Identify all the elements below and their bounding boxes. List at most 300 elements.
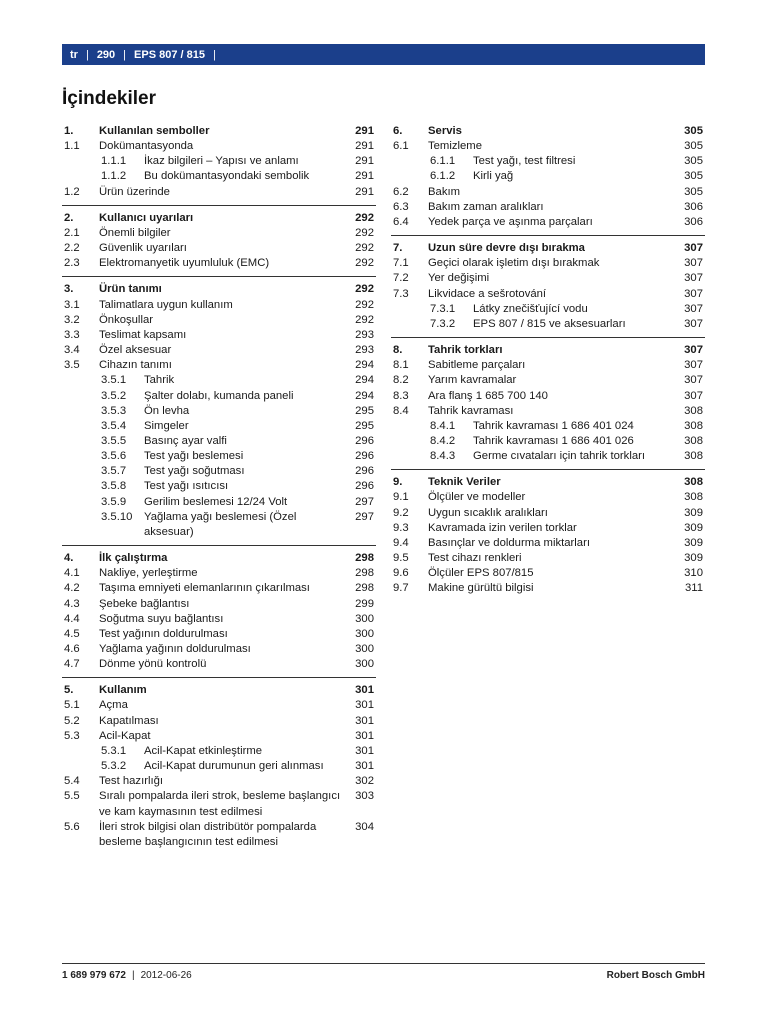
toc-entry-page: 309 — [684, 552, 703, 565]
toc-entry-number: 7.1 — [393, 257, 409, 270]
toc-entry[interactable] — [62, 479, 376, 494]
toc-entry[interactable] — [62, 729, 376, 744]
toc-entry[interactable] — [391, 256, 705, 271]
toc-entry[interactable] — [62, 419, 376, 434]
toc-entry-number: 1.1 — [64, 140, 80, 153]
toc-entry-page: 296 — [355, 434, 374, 447]
toc-entry-page: 310 — [684, 567, 703, 580]
toc-entry-title: Test yağı, test filtresi — [473, 155, 576, 168]
toc-entry-page: 300 — [355, 643, 374, 655]
toc-entry-number: 8.3 — [393, 389, 409, 402]
toc-entry-page: 294 — [355, 389, 374, 402]
toc-entry[interactable] — [391, 551, 705, 566]
toc-entry-number: 5. — [64, 684, 74, 697]
toc-entry-title: Tahrik kavraması — [428, 404, 514, 417]
toc-entry[interactable] — [62, 759, 376, 774]
toc-entry-page: 308 — [684, 450, 703, 463]
footer-company: Robert Bosch GmbH — [606, 970, 705, 981]
toc-section — [391, 475, 705, 601]
toc-entry-number: 6.3 — [393, 200, 409, 213]
toc-entry-number: 4.2 — [64, 582, 80, 595]
toc-section — [62, 551, 376, 678]
toc-entry[interactable] — [62, 298, 376, 313]
toc-entry-number: 6.1 — [393, 140, 409, 153]
toc-entry-title: Ön levha — [144, 404, 190, 417]
toc-entry-title: Test yağı ısıtıcısı — [144, 480, 229, 493]
toc-entry[interactable] — [391, 139, 705, 154]
toc-entry[interactable] — [391, 389, 705, 404]
toc-entry[interactable] — [391, 581, 705, 596]
toc-entry[interactable] — [62, 185, 376, 200]
toc-entry-page: 303 — [355, 790, 374, 803]
toc-entry[interactable] — [62, 124, 376, 139]
toc-entry-title: Yağlama yağının doldurulması — [99, 643, 251, 655]
toc-entry[interactable] — [391, 302, 705, 317]
toc-entry-title: İleri strok bilgisi olan distribütör pompalarda besleme başlangıcının test edilmesi — [99, 820, 317, 848]
toc-entry-number: 7.3.2 — [430, 317, 456, 330]
toc-entry[interactable] — [62, 642, 376, 657]
toc-entry-title: Tahrik kavraması 1 686 401 024 — [473, 419, 634, 432]
toc-entry-page: 295 — [355, 404, 374, 417]
toc-entry-number: 6.2 — [393, 185, 409, 198]
toc-entry-title: Elektromanyetik uyumluluk (EMC) — [99, 257, 270, 270]
toc-entry-number: 6. — [393, 125, 403, 137]
toc-entry-number: 2.3 — [64, 257, 80, 270]
toc-entry[interactable] — [62, 774, 376, 789]
toc-entry-page: 301 — [355, 684, 374, 697]
toc-entry-title: Acil-Kapat durumunun geri alınması — [144, 760, 324, 773]
toc-entry-page: 309 — [684, 506, 703, 519]
toc-entry[interactable] — [391, 449, 705, 464]
toc-entry-page: 305 — [684, 125, 703, 137]
toc-entry[interactable] — [391, 287, 705, 302]
toc-entry-page: 307 — [684, 317, 703, 330]
toc-entry-page: 308 — [684, 476, 703, 489]
toc-entry[interactable] — [62, 597, 376, 612]
toc-entry-number: 7.2 — [393, 272, 409, 285]
toc-entry-title: Acil-Kapat — [99, 729, 151, 742]
toc-entry[interactable] — [62, 566, 376, 581]
toc-entry[interactable] — [62, 434, 376, 449]
toc-entry[interactable] — [62, 657, 376, 672]
header-lang: tr — [70, 48, 78, 61]
footer-separator: | — [131, 970, 135, 981]
toc-entry-title: Uygun sıcaklık aralıkları — [428, 506, 548, 519]
toc-entry-title: Geçici olarak işletim dışı bırakmak — [428, 257, 600, 270]
toc-entry-number: 3. — [64, 283, 74, 296]
toc-entry-title: Kullanım — [99, 684, 147, 697]
toc-entry[interactable] — [62, 744, 376, 759]
toc-entry-number: 9.7 — [393, 582, 409, 595]
toc-entry-title: Özel aksesuar — [99, 344, 172, 357]
toc-entry-number: 2.1 — [64, 226, 80, 239]
toc-entry-number: 1.1.1 — [101, 155, 127, 168]
toc-entry-page: 305 — [684, 155, 703, 168]
toc-entry-number: 8.1 — [393, 359, 409, 372]
toc-entry-title: Sabitleme parçaları — [428, 359, 526, 372]
toc-entry-title: Dönme yönü kontrolü — [99, 658, 207, 671]
toc-entry-number: 4.4 — [64, 612, 80, 625]
toc-entry[interactable] — [62, 464, 376, 479]
toc-entry-title: Likvidace a sešrotování — [428, 287, 547, 300]
toc-entry-title: Dokümantasyonda — [99, 140, 194, 153]
toc-entry-title: Gerilim beslemesi 12/24 Volt — [144, 495, 288, 508]
toc-entry[interactable] — [391, 169, 705, 184]
toc-entry[interactable] — [62, 683, 376, 698]
footer — [62, 970, 705, 981]
toc-entry[interactable] — [391, 358, 705, 373]
toc-section — [391, 343, 705, 470]
toc-entry-page: 307 — [684, 374, 703, 387]
toc-entry-number: 7.3 — [393, 287, 409, 300]
toc-entry-number: 3.3 — [64, 328, 80, 341]
toc-entry-page: 292 — [355, 298, 374, 311]
toc-entry-number: 3.5.4 — [101, 419, 127, 432]
toc-entry-title: Sıralı pompalarda ileri strok, besleme başlangıcı ve kam kaymasının test edilmesi — [99, 790, 341, 818]
toc-entry-page: 296 — [355, 480, 374, 493]
toc-entry[interactable] — [62, 358, 376, 373]
toc-entry[interactable] — [391, 271, 705, 286]
toc-entry-page: 309 — [684, 536, 703, 549]
toc-section — [391, 241, 705, 338]
toc-entry-title: İlk çalıştırma — [99, 552, 168, 565]
toc-entry-page: 307 — [684, 272, 703, 285]
toc-entry-number: 8.4.2 — [430, 434, 456, 447]
toc-entry[interactable] — [62, 282, 376, 297]
toc-entry-title: Temizleme — [428, 140, 482, 153]
toc-entry-page: 307 — [684, 287, 703, 300]
toc-entry-page: 307 — [684, 389, 703, 402]
toc-entry-title: Kirli yağ — [473, 170, 514, 183]
toc-entry-number: 2.2 — [64, 242, 80, 255]
toc-entry-page: 292 — [355, 257, 374, 270]
toc-entry-page: 305 — [684, 170, 703, 183]
toc-entry-number: 5.4 — [64, 775, 80, 788]
toc-entry-page: 294 — [355, 359, 374, 372]
toc-entry-title: Tahrik torkları — [428, 344, 503, 357]
toc-entry-title: EPS 807 / 815 ve aksesuarları — [473, 317, 626, 330]
header-separator: | — [123, 48, 127, 61]
toc-entry-title: Test yağının doldurulması — [99, 627, 228, 640]
toc-entry-title: Kavramada izin verilen torklar — [428, 521, 577, 534]
toc-entry-number: 5.2 — [64, 714, 80, 727]
toc-entry[interactable] — [62, 612, 376, 627]
toc-entry-page: 300 — [355, 612, 374, 625]
toc-entry-title: Bakım zaman aralıkları — [428, 200, 544, 213]
toc-entry-title: Nakliye, yerleştirme — [99, 567, 198, 580]
toc-entry[interactable] — [391, 566, 705, 581]
toc-entry[interactable] — [62, 551, 376, 566]
toc-entry[interactable] — [62, 256, 376, 271]
header-bar — [62, 44, 705, 65]
toc-entry[interactable] — [62, 313, 376, 328]
toc-entry-title: Cihazın tanımı — [99, 359, 172, 372]
toc-entry-number: 5.6 — [64, 820, 80, 833]
toc-entry-page: 291 — [355, 140, 374, 153]
toc-entry-title: Bu dokümantasyondaki sembolik — [144, 170, 310, 183]
toc-entry-number: 8.4 — [393, 404, 409, 417]
toc-entry[interactable] — [62, 328, 376, 343]
toc-entry-page: 291 — [355, 170, 374, 183]
toc-entry-title: Test yağı beslemesi — [144, 450, 244, 463]
toc-entry-number: 4.7 — [64, 658, 80, 671]
toc-entry[interactable] — [62, 389, 376, 404]
toc-entry[interactable] — [62, 343, 376, 358]
toc-entry[interactable] — [62, 820, 376, 850]
toc-entry[interactable] — [62, 510, 376, 540]
toc-entry-title: Látky znečišťující vodu — [473, 302, 588, 315]
toc-entry-number: 9. — [393, 476, 403, 489]
toc-left-column — [62, 124, 376, 860]
toc-entry-number: 3.5.9 — [101, 495, 127, 508]
toc-entry[interactable] — [391, 434, 705, 449]
toc-entry-title: Güvenlik uyarıları — [99, 242, 187, 255]
toc-entry-title: Test yağı soğutması — [144, 465, 245, 478]
toc-entry-number: 8.2 — [393, 374, 409, 387]
toc-entry-page: 291 — [355, 125, 374, 137]
toc-entry-title: Şebeke bağlantısı — [99, 597, 190, 610]
toc-entry-number: 4. — [64, 552, 74, 565]
toc-entry-title: Test hazırlığı — [99, 775, 164, 788]
toc-entry-title: Kapatılması — [99, 714, 159, 727]
toc-entry-title: Yarım kavramalar — [428, 374, 517, 387]
toc-entry[interactable] — [391, 373, 705, 388]
toc-entry[interactable] — [62, 139, 376, 154]
toc-entry-number: 3.5.10 — [101, 510, 133, 523]
footer-divider — [62, 963, 705, 964]
toc-entry-number: 9.5 — [393, 552, 409, 565]
toc-entry[interactable] — [62, 404, 376, 419]
toc-section — [391, 124, 705, 236]
toc-entry-number: 5.3.2 — [101, 760, 127, 773]
toc-entry[interactable] — [391, 475, 705, 490]
toc-entry-title: Yağlama yağı beslemesi (Özel aksesuar) — [144, 510, 297, 538]
toc-entry-number: 6.4 — [393, 215, 409, 228]
toc-entry-page: 299 — [355, 597, 374, 610]
toc-entry-page: 298 — [355, 552, 374, 565]
toc-entry[interactable] — [62, 789, 376, 819]
toc-entry-page: 305 — [684, 185, 703, 198]
toc-entry[interactable] — [62, 627, 376, 642]
toc-entry-number: 5.3.1 — [101, 744, 127, 757]
toc-entry-title: Servis — [428, 125, 462, 137]
toc-entry[interactable] — [391, 536, 705, 551]
toc-entry-title: Acil-Kapat etkinleştirme — [144, 744, 263, 757]
toc-entry-number: 4.6 — [64, 643, 80, 655]
toc-entry-page: 297 — [355, 495, 374, 508]
toc-right-column — [391, 124, 705, 607]
toc-entry-title: Talimatlara uygun kullanım — [99, 298, 233, 311]
toc-entry[interactable] — [62, 373, 376, 388]
toc-entry-title: Germe cıvataları için tahrik torkları — [473, 450, 646, 463]
toc-entry[interactable] — [62, 698, 376, 713]
footer-doc-number: 1 689 979 672 — [62, 970, 126, 981]
toc-entry[interactable] — [62, 449, 376, 464]
toc-entry-page: 308 — [684, 404, 703, 417]
toc-entry-page: 307 — [684, 344, 703, 357]
toc-entry-page: 308 — [684, 434, 703, 447]
toc-entry[interactable] — [62, 714, 376, 729]
toc-entry-number: 4.5 — [64, 627, 80, 640]
toc-entry-number: 3.1 — [64, 298, 80, 311]
toc-entry[interactable] — [391, 215, 705, 230]
toc-entry-number: 4.3 — [64, 597, 80, 610]
toc-entry-page: 306 — [684, 215, 703, 228]
toc-entry-number: 8.4.3 — [430, 450, 456, 463]
toc-entry[interactable] — [391, 343, 705, 358]
toc-entry-page: 302 — [355, 775, 374, 788]
toc-entry-number: 6.1.1 — [430, 155, 456, 168]
toc-entry-title: Teslimat kapsamı — [99, 328, 187, 341]
toc-entry-page: 291 — [355, 155, 374, 168]
toc-entry-title: Test cihazı renkleri — [428, 552, 522, 565]
toc-entry-number: 1.2 — [64, 185, 80, 198]
toc-entry-page: 293 — [355, 328, 374, 341]
toc-entry-number: 9.6 — [393, 567, 409, 580]
toc-entry-number: 3.5 — [64, 359, 80, 372]
toc-section — [62, 211, 376, 278]
toc-entry-title: Ölçüler EPS 807/815 — [428, 567, 534, 580]
toc-entry-page: 298 — [355, 567, 374, 580]
toc-entry-page: 301 — [355, 699, 374, 712]
toc-entry-number: 8.4.1 — [430, 419, 456, 432]
toc-entry-number: 3.5.7 — [101, 465, 127, 478]
toc-entry-number: 9.4 — [393, 536, 409, 549]
toc-entry[interactable] — [62, 211, 376, 226]
toc-entry-title: Önemli bilgiler — [99, 226, 171, 239]
toc-entry-page: 301 — [355, 729, 374, 742]
toc-entry-page: 291 — [355, 185, 374, 198]
toc-entry-title: Soğutma suyu bağlantısı — [99, 612, 224, 625]
toc-entry[interactable] — [62, 495, 376, 510]
toc-entry-page: 300 — [355, 658, 374, 671]
toc-entry-number: 3.5.5 — [101, 434, 127, 447]
toc-entry-title: Ürün tanımı — [99, 283, 162, 296]
toc-entry-number: 3.5.3 — [101, 404, 127, 417]
toc-entry-number: 3.4 — [64, 344, 80, 357]
toc-entry-page: 308 — [684, 491, 703, 504]
toc-entry-title: Kullanıcı uyarıları — [99, 211, 194, 224]
toc-entry-number: 5.3 — [64, 729, 80, 742]
toc-entry-number: 6.1.2 — [430, 170, 456, 183]
toc-entry-page: 304 — [355, 820, 374, 833]
toc-entry-page: 308 — [684, 419, 703, 432]
toc-entry-page: 306 — [684, 200, 703, 213]
toc-entry-title: Teknik Veriler — [428, 476, 501, 489]
toc-entry-title: Kullanılan semboller — [99, 125, 210, 137]
toc-entry[interactable] — [391, 154, 705, 169]
page-title: İçindekiler — [62, 88, 156, 109]
toc-entry-number: 9.3 — [393, 521, 409, 534]
toc-entry[interactable] — [391, 200, 705, 215]
toc-entry-page: 296 — [355, 465, 374, 478]
toc-entry-title: Ara flanş 1 685 700 140 — [428, 389, 548, 402]
toc-entry-title: Açma — [99, 699, 128, 712]
header-separator: | — [85, 48, 89, 61]
toc-entry-page: 307 — [684, 359, 703, 372]
toc-entry-title: Yer değişimi — [428, 272, 490, 285]
toc-entry-page: 296 — [355, 450, 374, 463]
toc-entry[interactable] — [391, 490, 705, 505]
toc-entry-title: İkaz bilgileri – Yapısı ve anlamı — [144, 155, 299, 168]
toc-entry[interactable] — [62, 226, 376, 241]
toc-entry[interactable] — [391, 185, 705, 200]
toc-entry-page: 309 — [684, 521, 703, 534]
toc-section — [62, 124, 376, 206]
toc-entry-title: Önkoşullar — [99, 313, 153, 326]
footer-date: 2012-06-26 — [140, 970, 192, 981]
toc-entry-title: Ölçüler ve modeller — [428, 491, 526, 504]
toc-entry-page: 292 — [355, 242, 374, 255]
toc-entry-title: Uzun süre devre dışı bırakma — [428, 242, 585, 255]
toc-entry-title: Taşıma emniyeti elemanlarının çıkarılması — [99, 582, 310, 595]
toc-entry-page: 301 — [355, 760, 374, 773]
toc-entry[interactable] — [391, 404, 705, 419]
toc-entry-page: 298 — [355, 582, 374, 595]
toc-entry-number: 8. — [393, 344, 403, 357]
header-separator: | — [212, 48, 216, 61]
toc-entry-page: 292 — [355, 226, 374, 239]
toc-entry-title: Ürün üzerinde — [99, 185, 170, 198]
toc-entry-title: Bakım — [428, 185, 461, 198]
toc-entry[interactable] — [391, 419, 705, 434]
toc-entry-number: 2. — [64, 211, 74, 224]
toc-entry-page: 301 — [355, 714, 374, 727]
toc-entry-number: 9.2 — [393, 506, 409, 519]
toc-entry-number: 4.1 — [64, 567, 80, 580]
toc-entry[interactable] — [62, 581, 376, 596]
toc-section — [62, 683, 376, 855]
toc-entry-number: 3.5.2 — [101, 389, 127, 402]
toc-entry[interactable] — [62, 241, 376, 256]
toc-entry-number: 1. — [64, 125, 74, 137]
toc-entry-page: 300 — [355, 627, 374, 640]
toc-entry-page: 307 — [684, 242, 703, 255]
toc-entry[interactable] — [391, 521, 705, 536]
toc-entry-page: 307 — [684, 257, 703, 270]
toc-entry-page: 292 — [355, 283, 374, 296]
toc-entry-number: 3.5.8 — [101, 480, 127, 493]
toc-entry-page: 293 — [355, 344, 374, 357]
toc-entry-page: 301 — [355, 744, 374, 757]
toc-entry-page: 292 — [355, 313, 374, 326]
toc-entry-page: 305 — [684, 140, 703, 153]
toc-section — [62, 282, 376, 546]
toc-entry[interactable] — [391, 317, 705, 332]
toc-entry-title: Şalter dolabı, kumanda paneli — [144, 389, 294, 402]
toc-entry-number: 7. — [393, 242, 403, 255]
toc-entry[interactable] — [62, 169, 376, 184]
toc-entry-title: Tahrik — [144, 374, 175, 387]
toc-entry-page: 307 — [684, 302, 703, 315]
toc-entry-title: Basınçlar ve doldurma miktarları — [428, 536, 590, 549]
toc-entry[interactable] — [391, 241, 705, 256]
toc-entry-number: 7.3.1 — [430, 302, 456, 315]
toc-entry-page: 311 — [684, 582, 703, 595]
toc-entry-number: 3.5.6 — [101, 450, 127, 463]
toc-entry[interactable] — [391, 124, 705, 139]
toc-entry[interactable] — [391, 506, 705, 521]
toc-entry-number: 5.1 — [64, 699, 80, 712]
toc-entry-number: 9.1 — [393, 491, 409, 504]
toc-entry-number: 5.5 — [64, 790, 80, 803]
toc-entry-title: Yedek parça ve aşınma parçaları — [428, 215, 593, 228]
toc-entry-page: 292 — [355, 211, 374, 224]
toc-entry-number: 3.2 — [64, 313, 80, 326]
toc-entry-title: Tahrik kavraması 1 686 401 026 — [473, 434, 634, 447]
toc-entry-number: 3.5.1 — [101, 374, 127, 387]
toc-entry[interactable] — [62, 154, 376, 169]
